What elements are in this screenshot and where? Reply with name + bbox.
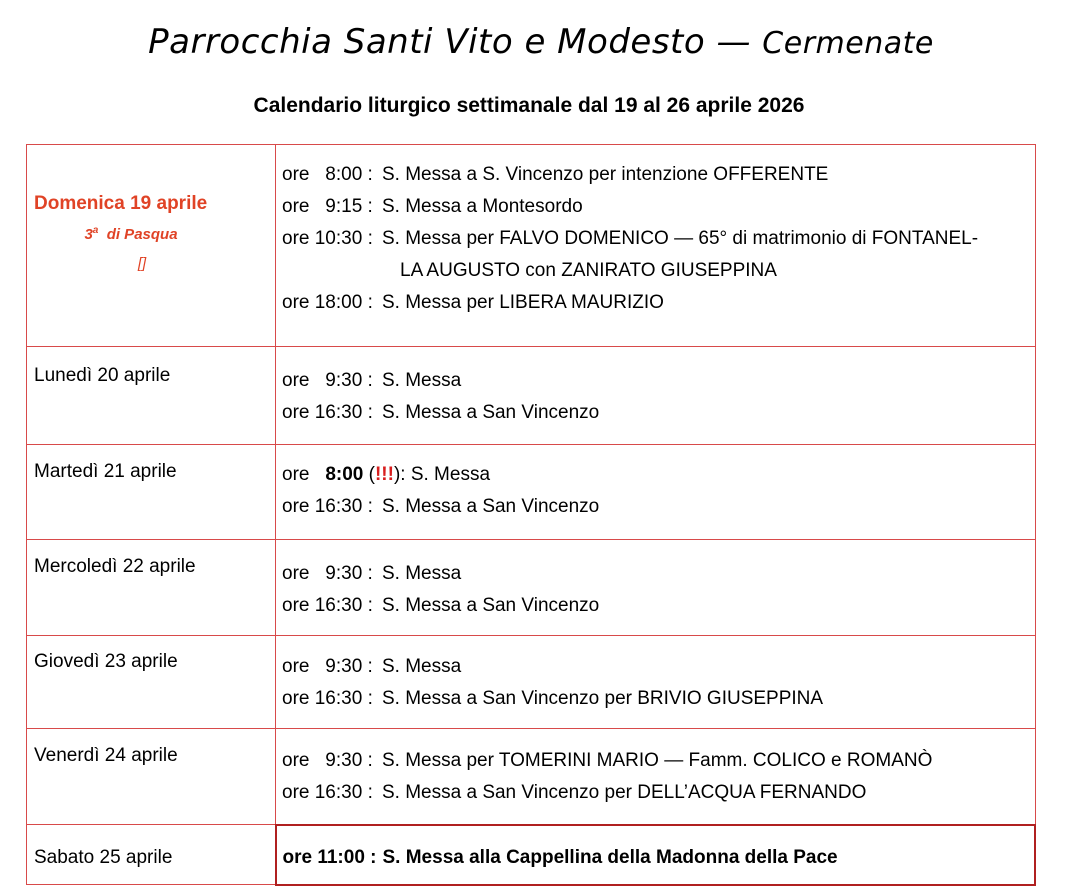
- events-cell: [276, 729, 1036, 825]
- day-name: Sabato 25 aprile: [34, 847, 173, 868]
- events-cell: [276, 825, 1036, 885]
- event-time: ore 9:15 :: [282, 196, 373, 217]
- day-name: Mercoledì 22 aprile: [34, 556, 196, 577]
- event-line: [283, 842, 1035, 874]
- day-cell: [27, 825, 276, 885]
- event-text: S. Messa a San Vincenzo per DELL’ACQUA FERNANDO: [382, 782, 867, 803]
- day-cell: [27, 729, 276, 825]
- event-text: S. Messa: [410, 464, 491, 485]
- day-note: []: [137, 255, 147, 272]
- day-name: Domenica 19 aprile: [34, 193, 208, 214]
- event-line: [282, 590, 1035, 622]
- event-line: [282, 683, 1035, 715]
- event-line: [282, 159, 1035, 191]
- parish-title: [0, 22, 1082, 62]
- calendar-subtitle: Calendario liturgico settimanale dal 19 al 26 aprile 2026: [253, 94, 805, 117]
- parish-name: Parrocchia Santi Vito e Modesto: [148, 22, 706, 62]
- feast-number: 3: [84, 226, 93, 243]
- event-time: ore 8:00 :: [282, 164, 373, 185]
- day-name: Martedì 21 aprile: [34, 461, 177, 482]
- event-time: ore 16:30 :: [282, 595, 373, 616]
- title-dash: —: [716, 22, 751, 62]
- event-line-continuation: LA AUGUSTO con ZANIRATO GIUSEPPINA: [400, 260, 777, 281]
- event-time: ore 16:30 :: [282, 496, 373, 517]
- event-text: S. Messa a San Vincenzo per BRIVIO GIUSEPPINA: [382, 688, 824, 709]
- day-name: Giovedì 23 aprile: [34, 651, 178, 672]
- day-name: Venerdì 24 aprile: [34, 745, 178, 766]
- feast-label: [27, 225, 235, 243]
- town-name: Cermenate: [762, 26, 934, 61]
- day-cell: [27, 347, 276, 445]
- events-cell: [276, 445, 1036, 540]
- table-row: [27, 729, 1036, 825]
- event-time: ore 16:30 :: [282, 688, 373, 709]
- table-row: [27, 445, 1036, 540]
- event-text: S. Messa a San Vincenzo: [382, 402, 600, 423]
- table-row: [27, 145, 1036, 347]
- event-time: ore 18:00 :: [282, 292, 373, 313]
- event-time: ore 9:30 :: [282, 750, 373, 771]
- event-text: S. Messa a San Vincenzo: [382, 595, 600, 616]
- day-cell: [27, 636, 276, 729]
- day-cell: [27, 145, 276, 347]
- events-cell: [276, 540, 1036, 636]
- feast-ordinal: a: [92, 225, 99, 236]
- event-time: ore 10:30 :: [282, 228, 373, 249]
- event-line: [282, 558, 1035, 590]
- events-cell: [276, 347, 1036, 445]
- event-text: S. Messa: [382, 656, 462, 677]
- event-line: [282, 397, 1035, 429]
- event-text: S. Messa a San Vincenzo: [382, 496, 600, 517]
- event-line: [282, 491, 1035, 523]
- event-line: [282, 651, 1035, 683]
- event-text: S. Messa alla Cappellina della Madonna della Pace: [382, 846, 838, 868]
- event-line: [282, 223, 1035, 255]
- event-time-bold: 8:00: [325, 464, 364, 485]
- event-text: S. Messa a Montesordo: [382, 196, 583, 217]
- event-time: ore 16:30 :: [282, 782, 373, 803]
- day-cell: [27, 445, 276, 540]
- event-prefix: ore: [282, 464, 310, 485]
- event-line: [282, 365, 1035, 397]
- event-text: S. Messa: [382, 370, 462, 391]
- event-time: ore 9:30 :: [282, 563, 373, 584]
- events-cell: [276, 145, 1036, 347]
- feast-text: di Pasqua: [106, 226, 178, 243]
- event-time: ore 16:30 :: [282, 402, 373, 423]
- event-line: [282, 777, 1035, 809]
- event-line: [282, 745, 1035, 777]
- table-row: [27, 636, 1036, 729]
- event-time: ore 9:30 :: [282, 656, 373, 677]
- table-row: [27, 540, 1036, 636]
- event-text: S. Messa: [382, 563, 462, 584]
- paren-open: (: [368, 464, 375, 485]
- event-line-highlighted: [282, 459, 1035, 491]
- events-cell: [276, 636, 1036, 729]
- table-row: [27, 825, 1036, 885]
- exclamation-alert: !!!: [374, 464, 394, 485]
- event-time: ore 11:00 :: [282, 846, 377, 868]
- event-text: S. Messa a S. Vincenzo per intenzione OFFERENTE: [382, 164, 829, 185]
- event-text: S. Messa per LIBERA MAURIZIO: [382, 292, 664, 313]
- event-text: S. Messa per FALVO DOMENICO — 65° di matrimonio di FONTANEL-: [382, 228, 979, 249]
- day-name: Lunedì 20 aprile: [34, 365, 171, 386]
- event-time: ore 9:30 :: [282, 370, 373, 391]
- paren-close: ):: [393, 464, 406, 485]
- event-line: [282, 287, 1035, 319]
- liturgical-calendar-table: [26, 144, 1036, 886]
- table-row: [27, 347, 1036, 445]
- event-line: [282, 191, 1035, 223]
- event-text: S. Messa per TOMERINI MARIO — Famm. COLICO e ROMANÒ: [382, 750, 933, 771]
- day-cell: [27, 540, 276, 636]
